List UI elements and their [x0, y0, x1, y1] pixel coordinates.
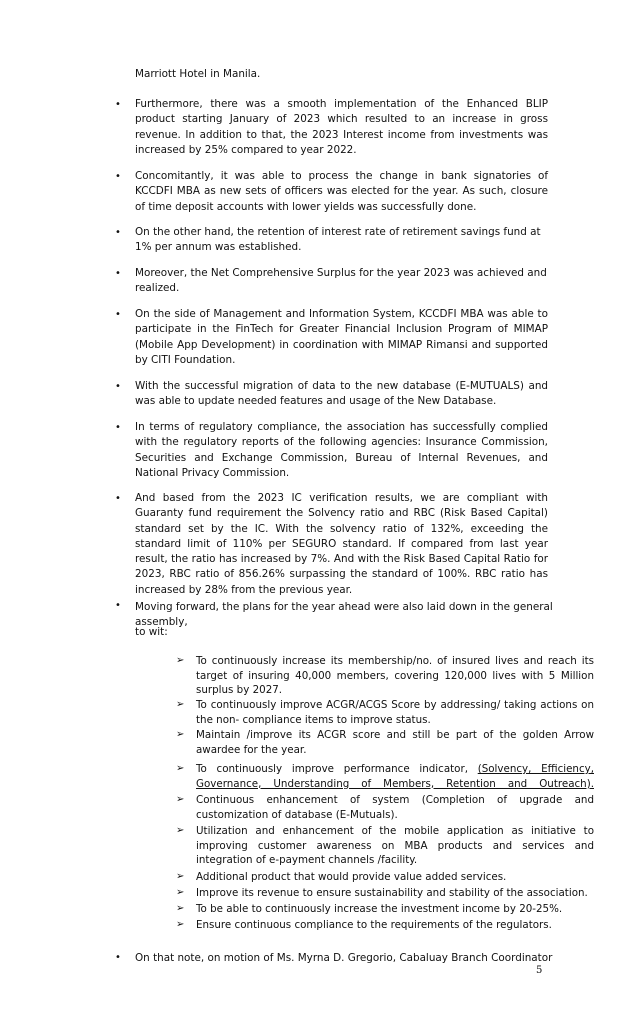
plan-item: Maintain /improve its ACGR score and still be part of the golden Arrow awardee for the year.	[196, 729, 594, 756]
arrow-bullet-icon: ➢	[176, 919, 185, 930]
plan-item-underlined-text: (Solvency, Efficiency, Governance, Understanding of Members, Retention and Outreach).	[196, 763, 594, 790]
arrow-bullet-icon: ➢	[176, 699, 185, 710]
arrow-bullet-icon: ➢	[176, 887, 185, 898]
paragraph-mis: On the side of Management and Information System, KCCDFI MBA was able to participate in the FinTech for Greater Financial Inclusion Program of MIMAP (Mobile App Development) in coordination with MIMAP Rimansi and supported by CITI Foundation.	[135, 308, 548, 366]
bullet-icon: •	[115, 309, 121, 320]
plan-item: To continuously improve ACGR/ACGS Score by addressing/ taking actions on the non- compliance items to improve status.	[196, 699, 594, 726]
page-number: 5	[536, 965, 543, 976]
paragraph-blip: Furthermore, there was a smooth implementation of the Enhanced BLIP product starting January of 2023 which resulted to an increase in gross revenue. In addition to that, the 2023 Interest income from investments was increased by 25% compared to year 2022.	[135, 98, 548, 156]
bullet-icon: •	[115, 99, 121, 110]
plan-item: Improve its revenue to ensure sustainability and stability of the association.	[196, 887, 588, 899]
paragraph-surplus: Moreover, the Net Comprehensive Surplus for the year 2023 was achieved and realized.	[135, 267, 547, 295]
bullet-icon: •	[115, 493, 121, 504]
arrow-bullet-icon: ➢	[176, 794, 185, 805]
arrow-bullet-icon: ➢	[176, 825, 185, 836]
plan-item: Additional product that would provide value added services.	[196, 871, 507, 883]
arrow-bullet-icon: ➢	[176, 729, 185, 740]
plan-item-text: To continuously improve performance indicator,	[196, 763, 468, 775]
bullet-icon: •	[115, 381, 121, 392]
paragraph-retirement-fund: On the other hand, the retention of interest rate of retirement savings fund at 1% per annum was established.	[135, 226, 541, 254]
plan-item: To be able to continuously increase the investment income by 20-25%.	[196, 903, 563, 915]
paragraph-database: With the successful migration of data to the new database (E-MUTUALS) and was able to update needed features and usage of the New Database.	[135, 380, 548, 408]
plan-item-performance	[196, 762, 594, 791]
bullet-icon: •	[115, 227, 121, 238]
closing-text: On that note, on motion of Ms. Myrna D. Gregorio, Cabaluay Branch Coordinator	[135, 952, 553, 964]
plan-item: Utilization and enhancement of the mobile application as initiative to improving customer awareness on MBA products and services and integration of e-payment channels /facility.	[196, 825, 594, 867]
plan-item: Continuous enhancement of system (Completion of upgrade and customization of database (E-Mutuals).	[196, 794, 594, 821]
bullet-icon: •	[115, 171, 121, 182]
continuation-text: Marriott Hotel in Manila.	[135, 68, 261, 80]
arrow-bullet-icon: ➢	[176, 903, 185, 914]
arrow-bullet-icon: ➢	[176, 871, 185, 882]
paragraph-bank-signatories: Concomitantly, it was able to process the change in bank signatories of KCCDFI MBA as new sets of officers was elected for the year. As such, closure of time deposit accounts with lower yields was successfully done.	[135, 170, 548, 213]
plan-item: To continuously increase its membership/no. of insured lives and reach its target of insuring 40,000 members, covering 120,000 lives with 5 Million surplus by 2027.	[196, 655, 594, 697]
plan-item: Ensure continuous compliance to the requirements of the regulators.	[196, 919, 552, 931]
bullet-icon: •	[115, 422, 121, 433]
paragraph-plans-intro: Moving forward, the plans for the year ahead were also laid down in the general assembly,	[135, 601, 553, 629]
arrow-bullet-icon: ➢	[176, 655, 185, 666]
bullet-icon: •	[115, 952, 121, 963]
bullet-icon: •	[115, 600, 121, 611]
paragraph-ic-verification: And based from the 2023 IC verification results, we are compliant with Guaranty fund requirement the Solvency ratio and RBC (Risk Based Capital) standard set by the IC. With the solvency ratio of 132%, exceeding the standard limit of 110% per SEGURO standard. If compared from last year result, the ratio has increased by 7%. And with the Risk Based Capital Ratio for 2023, RBC ratio of 856.26% surpassing the standard of 100%. RBC ratio has increased by 28% from the previous year.	[135, 492, 548, 596]
paragraph-regulatory: In terms of regulatory compliance, the association has successfully complied with the regulatory reports of the following agencies: Insurance Commission, Securities and Exchange Commission, Bureau of Internal Revenues, and National Privacy Commission.	[135, 421, 548, 479]
arrow-bullet-icon: ➢	[176, 763, 185, 774]
bullet-icon: •	[115, 268, 121, 279]
to-wit-text: to wit:	[135, 626, 168, 638]
